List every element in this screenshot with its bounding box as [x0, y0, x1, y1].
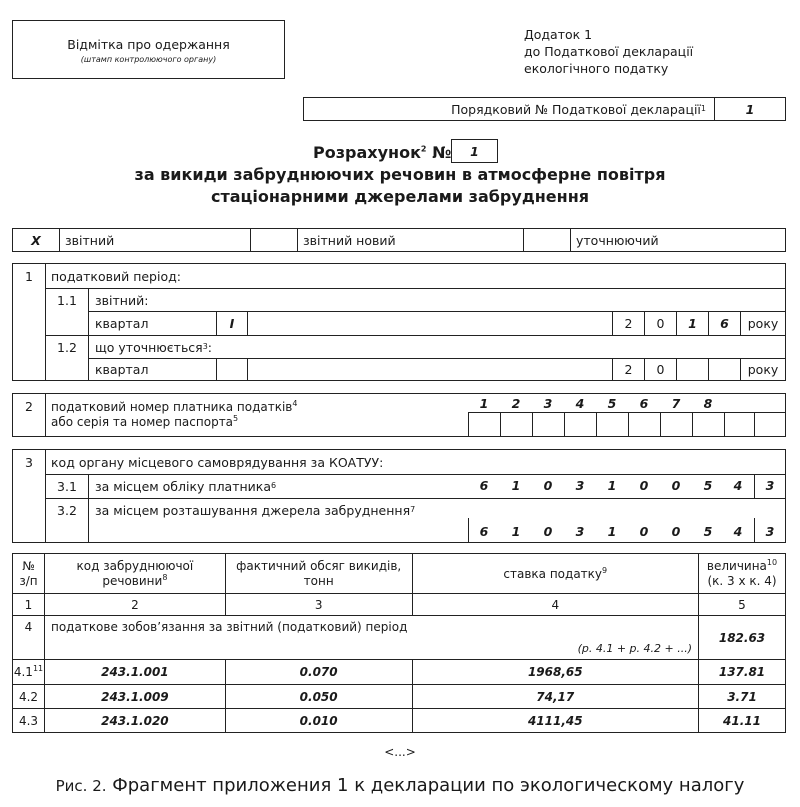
ellipsis: <...>: [384, 745, 416, 759]
header-amount: величина$^{10}$ (к. 3 х к. 4): [699, 554, 786, 594]
total-num: 4: [13, 616, 45, 660]
period-s2-year-1[interactable]: 2: [624, 362, 633, 377]
koatuu-s2-digit[interactable]: 0: [639, 524, 649, 539]
koatuu-label: код органу місцевого самоврядування за КОАТУУ:: [51, 454, 384, 470]
period-s2-quarter[interactable]: [217, 359, 247, 380]
colnum-cell: 4: [412, 594, 698, 616]
period-num: 1: [25, 268, 33, 284]
appendix-header: [524, 26, 693, 77]
declaration-number-label: Порядковий № Податкової декларації 1: [451, 101, 706, 117]
period-s1-label: звітний:: [95, 292, 149, 308]
taxpayer-num: 2: [25, 398, 33, 414]
koatuu-s1-digit[interactable]: 6: [479, 478, 489, 493]
period-s2-year-3[interactable]: [677, 359, 708, 380]
period-s2-year-2[interactable]: 0: [656, 362, 665, 377]
koatuu-num: 3: [25, 454, 33, 470]
koatuu-s1-digit[interactable]: 4: [733, 478, 743, 493]
koatuu-s2-digit[interactable]: 4: [733, 524, 743, 539]
row-num: 4.2: [13, 685, 45, 709]
row-rate[interactable]: 74,17: [412, 685, 698, 709]
koatuu-s1-digit[interactable]: 1: [607, 478, 617, 493]
row-code[interactable]: 243.1.020: [44, 709, 225, 733]
declaration-type-row: [12, 228, 786, 252]
total-formula: (р. 4.1 + р. 4.2 + ...): [577, 642, 692, 655]
appendix-line-1: Додаток 1: [524, 27, 593, 42]
koatuu-section: [12, 449, 786, 543]
type-mark-clarifying[interactable]: [524, 229, 570, 251]
type-mark-reporting[interactable]: X: [31, 232, 41, 248]
koatuu-s2-digit[interactable]: 6: [479, 524, 489, 539]
heading-line-2: за викиди забруднюючих речовин в атмосферне повітря: [134, 165, 666, 184]
colnum-cell: 1: [13, 594, 45, 616]
koatuu-s1-digit[interactable]: 0: [671, 478, 681, 493]
table-row: [13, 660, 786, 685]
taxpayer-digit[interactable]: 4: [575, 396, 585, 411]
stamp-title: Відмітка про одержання: [67, 37, 230, 52]
period-s2-quarter-label: квартал: [95, 362, 149, 377]
row-volume[interactable]: 0.050: [225, 685, 412, 709]
total-row: [13, 616, 786, 660]
colnum-cell: 2: [44, 594, 225, 616]
taxpayer-digit[interactable]: 3: [543, 396, 553, 411]
header-volume: фактичний обсяг викидів, тонн: [225, 554, 412, 594]
heading-line-1: Розрахунок$^2$ №: [313, 143, 452, 162]
table-colnum-row: [13, 594, 786, 616]
period-s1-quarter-label: квартал: [95, 316, 149, 331]
taxpayer-section: [12, 393, 786, 437]
taxpayer-label: податковий номер платника податків$^4$ або серія та номер паспорта$^5$: [51, 399, 298, 429]
row-amount[interactable]: 137.81: [699, 660, 786, 685]
row-volume[interactable]: 0.070: [225, 660, 412, 685]
total-label-cell: податкове зобов’язання за звітний (податковий) період (р. 4.1 + р. 4.2 + ...): [44, 616, 698, 660]
taxpayer-digit[interactable]: 6: [639, 396, 649, 411]
period-s1-year-1[interactable]: 2: [624, 316, 633, 331]
stamp-subtitle: (штамп контролюючого органу): [80, 55, 217, 64]
koatuu-s2-digit[interactable]: 1: [511, 524, 521, 539]
koatuu-s2-digit[interactable]: 3: [575, 524, 585, 539]
row-amount[interactable]: 41.11: [699, 709, 786, 733]
taxpayer-digit[interactable]: 2: [511, 396, 521, 411]
type-clarifying-label: уточнюючий: [576, 232, 659, 248]
koatuu-s2-num: 3.2: [57, 502, 77, 518]
figure-caption: Рис. 2. Фрагмент приложения 1 к декларации по экологическому налогу: [55, 775, 745, 796]
header-code: код забруднюючої речовини$^8$: [44, 554, 225, 594]
koatuu-s1-digit[interactable]: 3: [765, 478, 775, 493]
koatuu-s2-digit[interactable]: 1: [607, 524, 617, 539]
appendix-line-2: до Податкової декларації: [524, 44, 694, 59]
row-code[interactable]: 243.1.001: [44, 660, 225, 685]
koatuu-s2-label: за місцем розташування джерела забруднення 7: [95, 502, 416, 518]
table-row: [13, 709, 786, 733]
row-rate[interactable]: 4111,45: [412, 709, 698, 733]
period-s1-year-3[interactable]: 1: [688, 316, 697, 331]
table-header-row: [13, 554, 786, 594]
taxpayer-digit[interactable]: 5: [607, 396, 617, 411]
declaration-number-value[interactable]: 1: [745, 101, 755, 117]
row-num: 4.3: [13, 709, 45, 733]
declaration-number-box: [303, 97, 786, 121]
koatuu-s2-digit[interactable]: 3: [765, 524, 775, 539]
row-num: $4.1^{11}$: [13, 660, 45, 685]
colnum-cell: 5: [699, 594, 786, 616]
period-s2-year-label: року: [747, 362, 779, 377]
koatuu-s1-digit[interactable]: 1: [511, 478, 521, 493]
taxpayer-digit[interactable]: 1: [479, 396, 489, 411]
period-s2-year-4[interactable]: [709, 359, 740, 380]
stamp-box: [12, 20, 285, 79]
period-s1-quarter[interactable]: I: [229, 316, 235, 331]
period-s2-label: що уточнюється 3 :: [95, 339, 213, 355]
period-s1-year-label: року: [747, 316, 779, 331]
period-s1-num: 1.1: [57, 292, 77, 308]
calculation-number[interactable]: 1: [451, 139, 498, 163]
period-label: податковий період:: [51, 268, 181, 284]
koatuu-s1-digit[interactable]: 0: [543, 478, 553, 493]
row-amount[interactable]: 3.71: [699, 685, 786, 709]
type-reporting-label: звітний: [65, 232, 115, 248]
koatuu-s1-digit[interactable]: 3: [575, 478, 585, 493]
type-new-label: звітний новий: [303, 232, 396, 248]
header-rate: ставка податку$^9$: [412, 554, 698, 594]
koatuu-s1-digit[interactable]: 5: [703, 478, 713, 493]
period-s2-num: 1.2: [57, 339, 77, 355]
koatuu-s2-digit[interactable]: 5: [703, 524, 713, 539]
koatuu-s2-digit[interactable]: 0: [543, 524, 553, 539]
table-row: [13, 685, 786, 709]
koatuu-s1-num: 3.1: [57, 478, 77, 494]
colnum-cell: 3: [225, 594, 412, 616]
taxpayer-digit[interactable]: 7: [671, 396, 681, 411]
header-num: № з/п: [13, 554, 45, 594]
period-section: [12, 263, 786, 381]
row-volume[interactable]: 0.010: [225, 709, 412, 733]
koatuu-s1-digit[interactable]: 0: [639, 478, 649, 493]
taxpayer-digit[interactable]: 8: [703, 396, 713, 411]
appendix-line-3: екологічного податку: [524, 61, 669, 76]
emissions-table: [12, 553, 786, 733]
row-rate[interactable]: 1968,65: [412, 660, 698, 685]
total-value[interactable]: 182.63: [699, 616, 786, 660]
heading-line-3: стаціонарними джерелами забруднення: [210, 187, 590, 206]
period-s1-year-4[interactable]: 6: [720, 316, 729, 331]
type-mark-new[interactable]: [251, 229, 297, 251]
koatuu-s2-digit[interactable]: 0: [671, 524, 681, 539]
row-code[interactable]: 243.1.009: [44, 685, 225, 709]
koatuu-s1-label: за місцем обліку платника 6: [95, 478, 277, 494]
period-s1-year-2[interactable]: 0: [656, 316, 665, 331]
